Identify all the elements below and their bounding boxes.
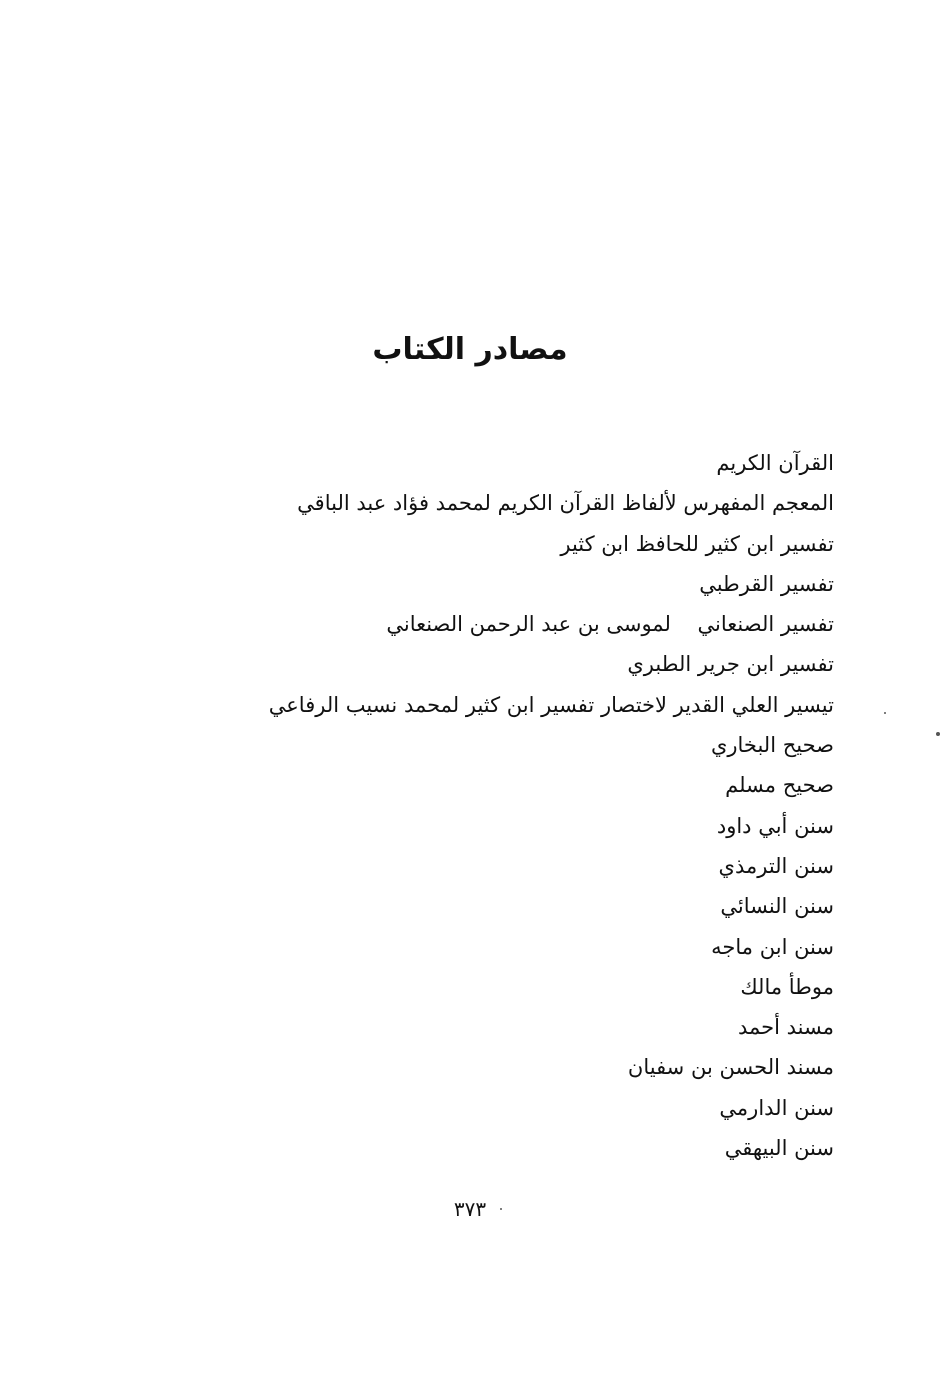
source-item: تفسير الصنعاني لموسى بن عبد الرحمن الصنعاني [386,612,834,637]
source-item: سنن الدارمي [719,1095,834,1120]
source-item: سنن ابن ماجه [711,934,834,959]
page-number: ٣٧٣ [453,1197,487,1221]
source-item: المعجم المفهرس لألفاظ القرآن الكريم لمحمد فؤاد عبد الباقي [297,491,834,516]
source-item: سنن النسائي [720,894,834,919]
source-item: مسند الحسن بن سفيان [627,1055,834,1080]
source-item: سنن البيهقي [724,1136,834,1161]
source-item: صحيح البخاري [710,733,834,758]
source-item: مسند أحمد [738,1015,834,1040]
source-item: سنن الترمذي [718,853,834,878]
source-item: صحيح مسلم [725,773,834,798]
source-item: سنن أبي داود [716,813,834,838]
scan-speck [500,1208,502,1210]
page-title: مصادر الكتاب [372,332,568,367]
source-item: تفسير ابن جرير الطبري [627,652,834,677]
source-item: تفسير القرطبي [699,571,834,596]
source-item: القرآن الكريم [716,451,834,475]
scan-speck [884,712,886,714]
source-item: تفسير ابن كثير للحافظ ابن كثير [560,531,834,556]
source-item: موطأ مالك [740,974,834,999]
scan-speck [936,732,940,736]
sources-list [234,446,834,1171]
source-item: تيسير العلي القدير لاختصار تفسير ابن كثير لمحمد نسيب الرفاعي [268,692,834,717]
